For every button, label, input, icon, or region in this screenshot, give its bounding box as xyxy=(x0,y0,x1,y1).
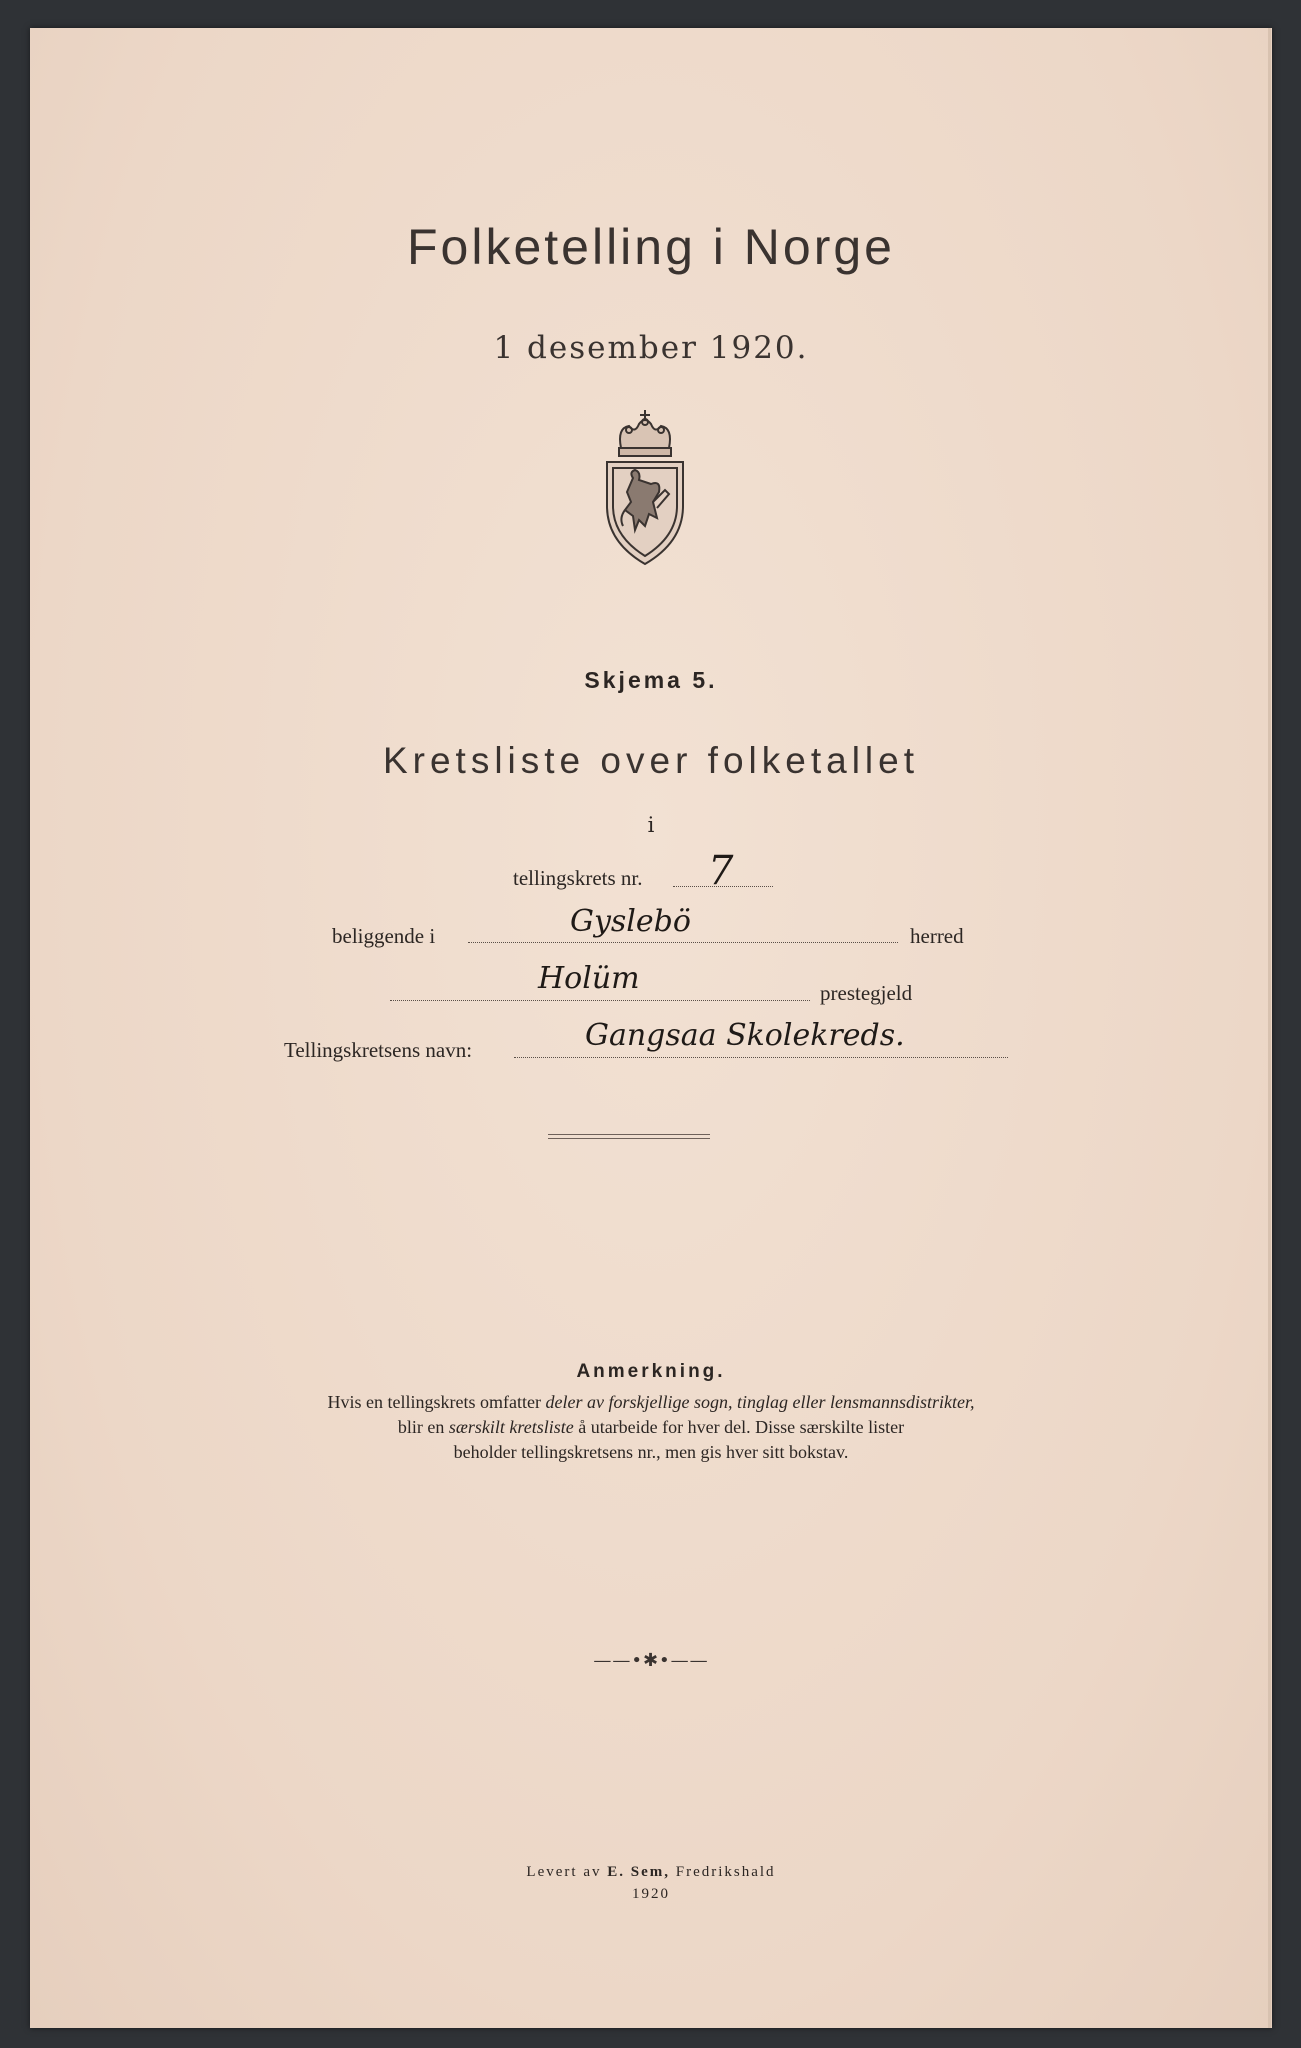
printer-location: Fredrikshald xyxy=(669,1864,776,1880)
navn-handwritten: Gangsaa Skolekreds. xyxy=(585,1018,905,1053)
printer-line xyxy=(30,1864,1272,1881)
note-line-1 xyxy=(30,1390,1272,1415)
krets-number-handwritten: 7 xyxy=(708,848,734,894)
note-line-2 xyxy=(30,1415,1272,1440)
divider-rule-bottom xyxy=(548,1138,710,1139)
printer-prefix: Levert av xyxy=(526,1864,608,1880)
note-line-2-emphasis: særskilt kretsliste xyxy=(448,1417,574,1437)
note-line-2-text-a: blir en xyxy=(397,1417,449,1437)
prestegjeld-dotted-line xyxy=(390,1000,810,1001)
note-line-2-text-b: å utarbeide for hver del. Disse særskilte lister xyxy=(573,1417,905,1437)
prestegjeld-handwritten: Holüm xyxy=(538,961,640,996)
census-form-page xyxy=(30,28,1272,2028)
herred-handwritten: Gyslebö xyxy=(570,904,691,939)
navn-dotted-line xyxy=(514,1057,1008,1058)
note-line-1-emphasis: deler av forskjellige sogn, tinglag eller lensmannsdistrikter, xyxy=(545,1392,975,1412)
printer-year: 1920 xyxy=(632,1886,670,1902)
divider-rule-top xyxy=(548,1134,710,1135)
page-fold xyxy=(1268,28,1271,2028)
schema-number: Skjema 5. xyxy=(584,667,718,693)
form-title: Folketelling i Norge xyxy=(407,219,895,275)
preposition: i xyxy=(647,813,655,837)
note-line-3: beholder tellingskretsens nr., men gis hver sitt bokstav. xyxy=(453,1442,849,1462)
navn-label: Tellingskretsens navn: xyxy=(284,1038,473,1062)
norwegian-coat-of-arms-icon xyxy=(595,406,695,566)
note-line-1-text: Hvis en tellingskrets omfatter xyxy=(327,1392,546,1412)
ornament-divider: ——•✱•—— xyxy=(593,1650,709,1671)
herred-dotted-line xyxy=(468,942,898,943)
note-heading: Anmerkning. xyxy=(576,1361,726,1382)
prestegjeld-suffix: prestegjeld xyxy=(820,981,913,1005)
herred-prefix: beliggende i xyxy=(332,924,436,948)
krets-label: tellingskrets nr. xyxy=(513,866,643,890)
list-heading: Kretsliste over folketallet xyxy=(382,740,919,781)
herred-suffix: herred xyxy=(910,924,964,948)
printer-name: E. Sem, xyxy=(607,1864,670,1880)
census-date: 1 desember 1920. xyxy=(493,330,809,366)
